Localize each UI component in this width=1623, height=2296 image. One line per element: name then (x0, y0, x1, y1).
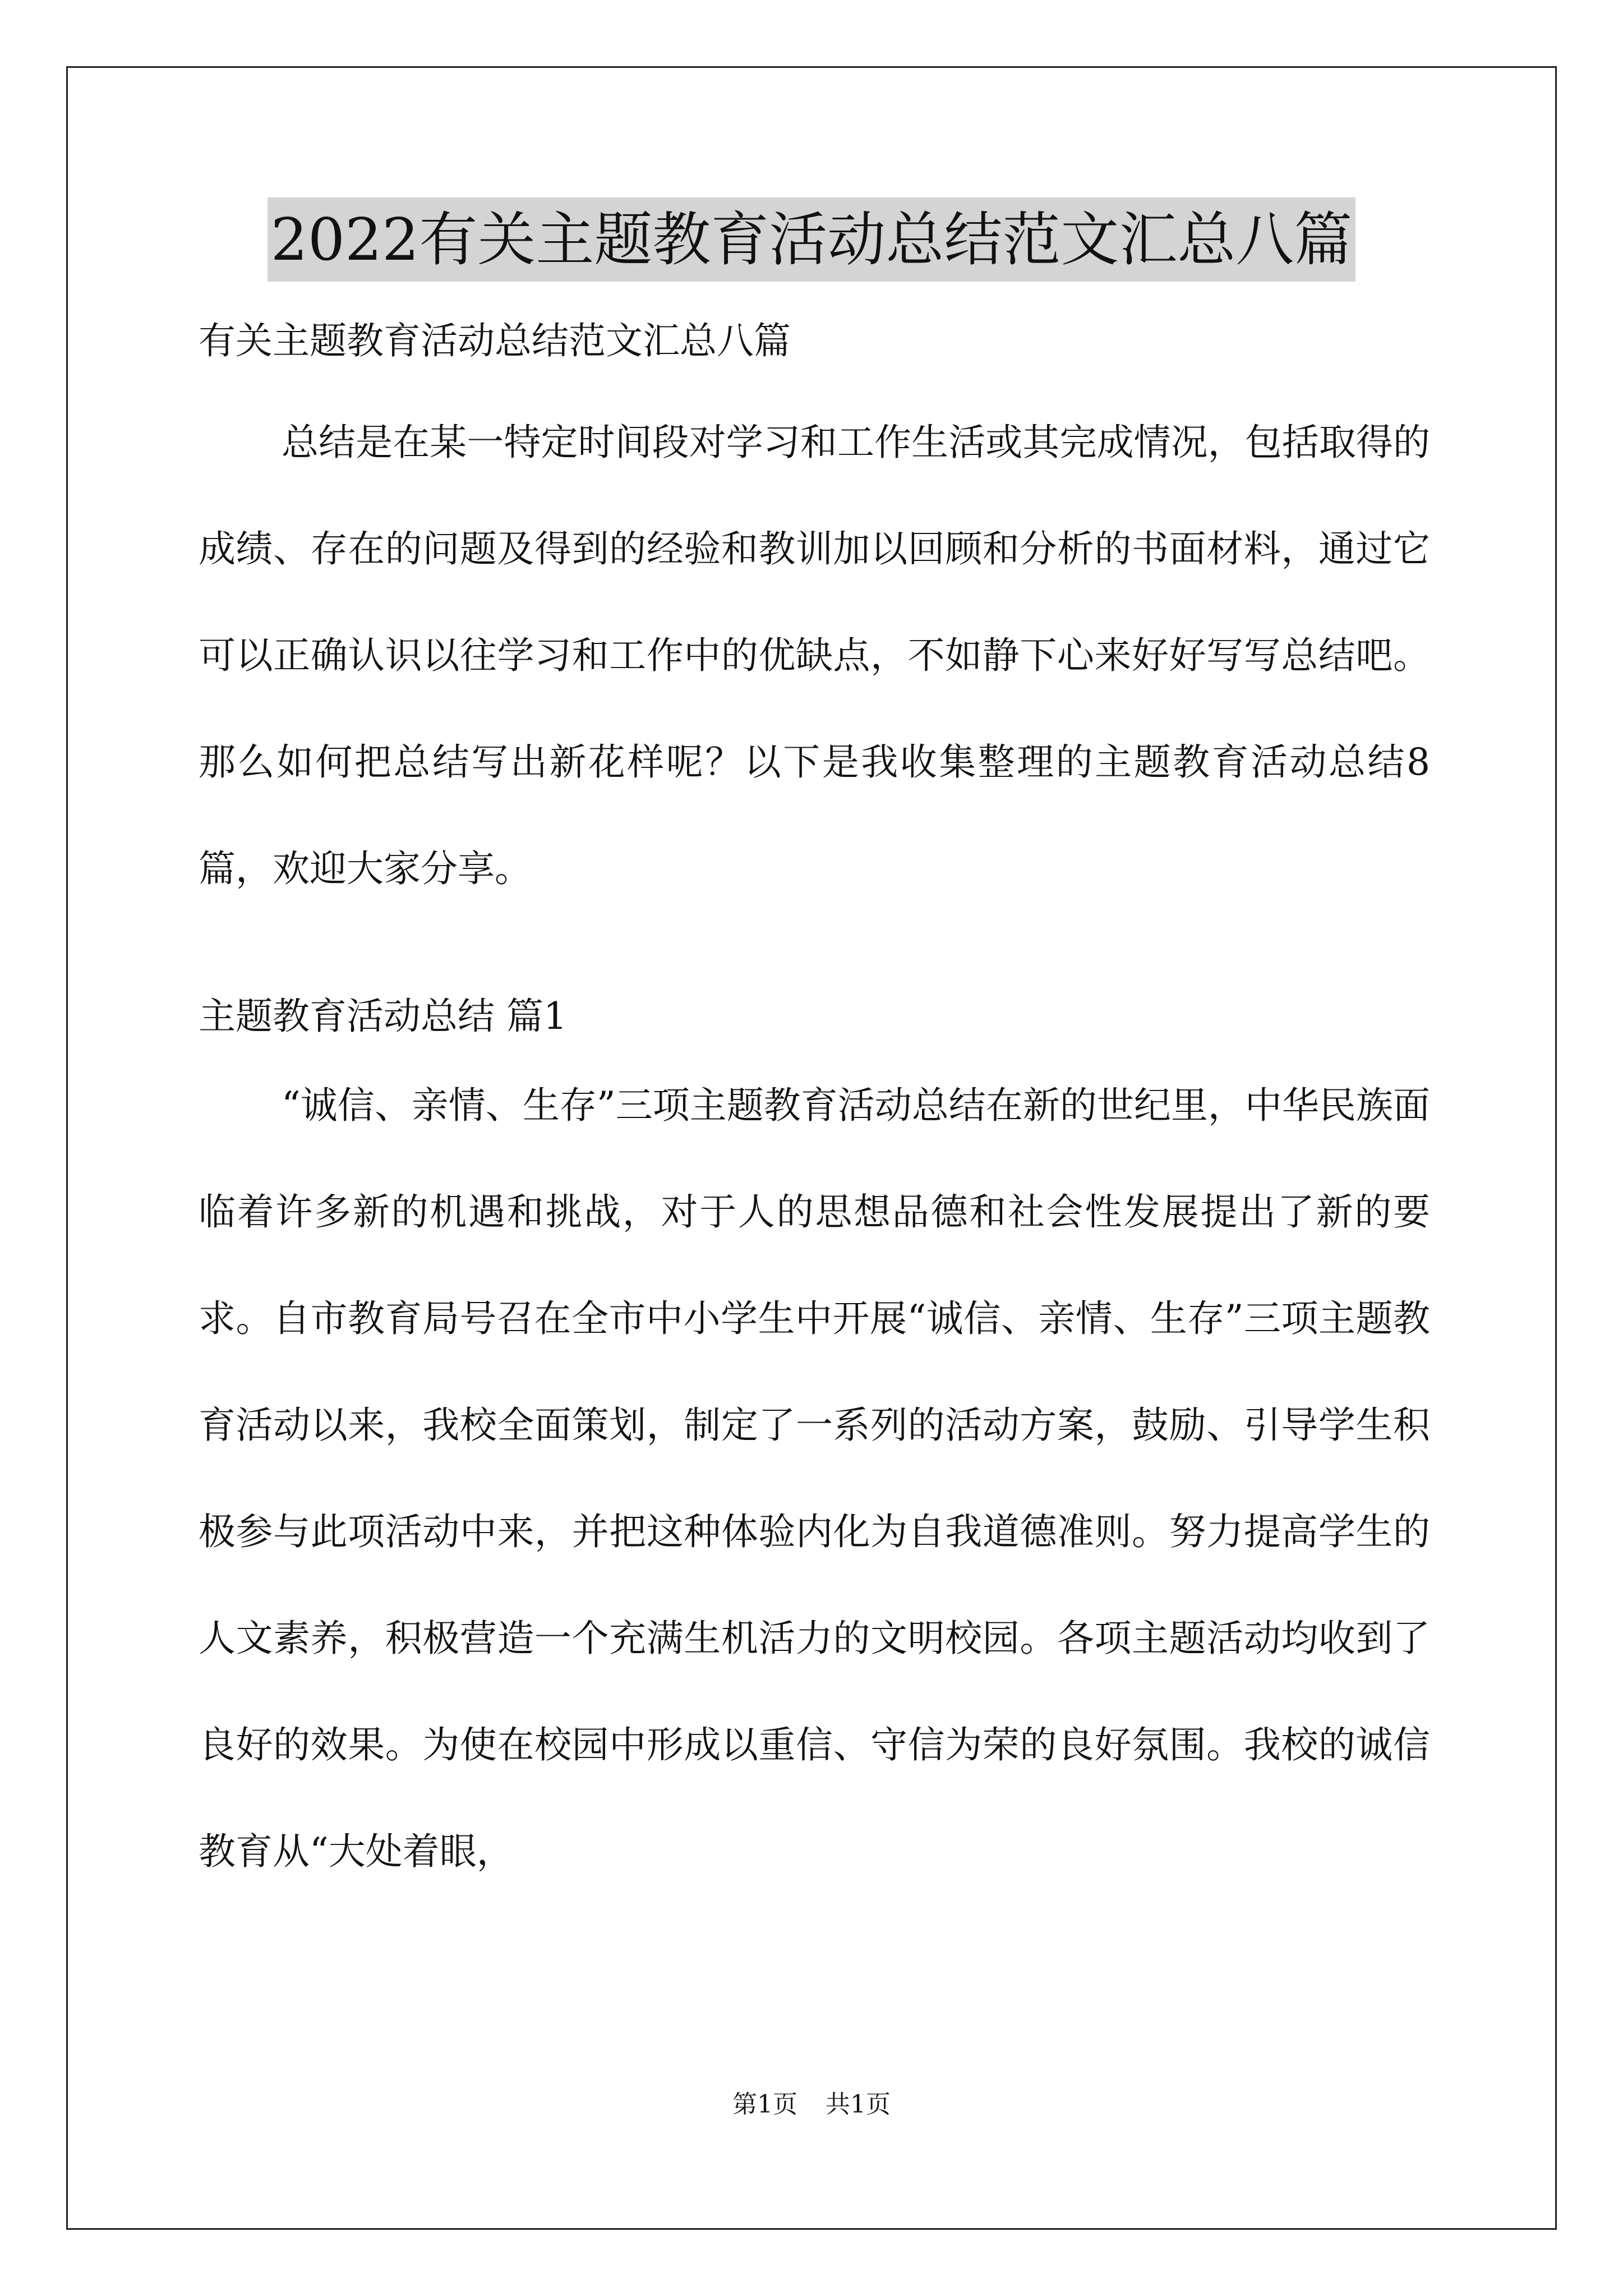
section-paragraph: “诚信、亲情、生存”三项主题教育活动总结在新的世纪里，中华民族面临着许多新的机遇和挑战，对于人的思想品德和社会性发展提出了新的要求。自市教育局号召在全市中小学生中开展“诚信、亲情、生存”三项主题教育活动以来，我校全面策划，制定了一系列的活动方案，鼓励、引导学生积极参与此项活动中来，并把这种体验内化为自我道德准则。努力提高学生的人文素养，积极营造一个充满生机活力的文明校园。各项主题活动均收到了良好的效果。为使在校园中形成以重信、守信为荣的良好氛围。我校的诚信教育从“大处着眼， (199, 1084, 1430, 1873)
section-heading: 主题教育活动总结 篇1 (199, 995, 567, 1038)
page-number-total: 共1页 (826, 2090, 891, 2119)
document-title: 2022有关主题教育活动总结范文汇总八篇 (268, 197, 1356, 282)
document-body (199, 309, 1430, 1905)
document-subtitle: 有关主题教育活动总结范文汇总八篇 (199, 319, 791, 362)
page-number-current: 第1页 (732, 2090, 797, 2119)
page-footer (0, 2088, 1623, 2122)
intro-paragraph: 总结是在某一特定时间段对学习和工作生活或其完成情况，包括取得的成绩、存在的问题及得到的经验和教训加以回顾和分析的书面材料，通过它可以正确认识以往学习和工作中的优缺点，不如静下心来好好写写总结吧。那么如何把总结写出新花样呢？以下是我收集整理的主题教育活动总结8篇，欢迎大家分享。 (199, 421, 1430, 890)
title-container (0, 197, 1623, 282)
